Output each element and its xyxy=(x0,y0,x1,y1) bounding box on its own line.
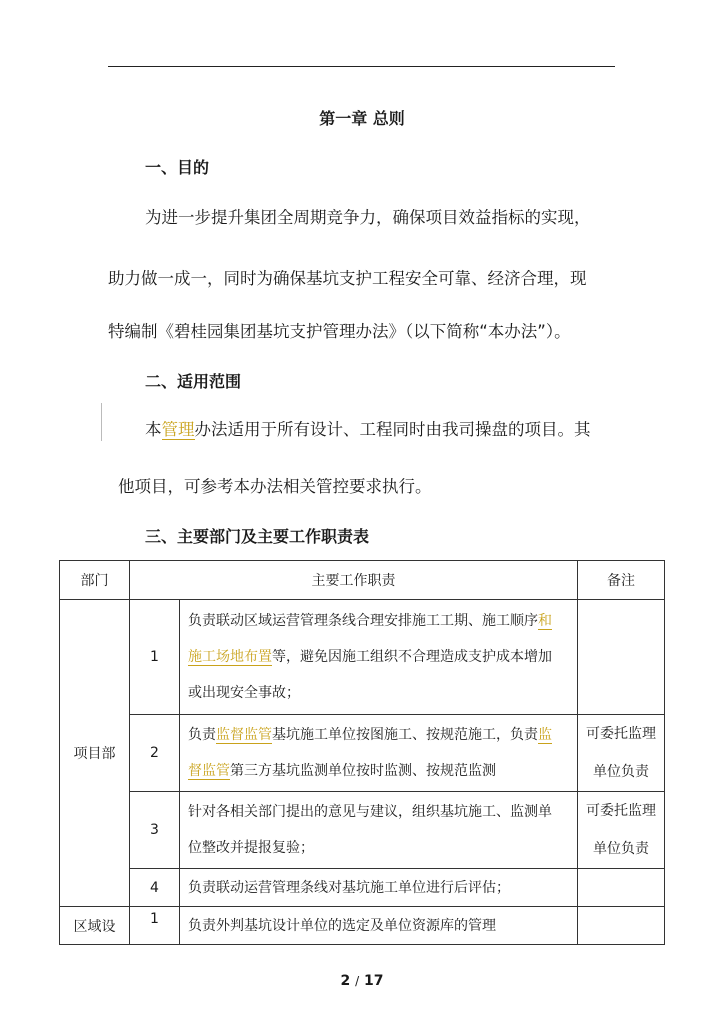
section-scope-heading: 二、适用范围 xyxy=(145,372,242,391)
dept-project: 项目部 xyxy=(60,600,130,907)
row-number: 1 xyxy=(130,907,180,945)
duty-cell: 负责联动运营管理条线对基坑施工单位进行后评估； xyxy=(180,869,578,907)
table-row xyxy=(60,715,665,792)
row-number: 3 xyxy=(130,792,180,869)
header-note: 备注 xyxy=(578,561,665,600)
section-duty-heading: 三、主要部门及主要工作职责表 xyxy=(145,527,370,546)
page-number: 2 / 17 xyxy=(340,973,384,989)
table-row xyxy=(60,792,665,869)
revision-margin-mark xyxy=(101,403,102,441)
table-row xyxy=(60,600,665,715)
row-number: 4 xyxy=(130,869,180,907)
header-rule xyxy=(108,66,615,67)
chapter-title: 第一章 总则 xyxy=(319,109,405,128)
dept-regional: 区域设 xyxy=(60,907,130,945)
purpose-line-2: 助力做一成一，同时为确保基坑支护工程安全可靠、经济合理，现 xyxy=(108,269,587,288)
note-cell xyxy=(578,869,665,907)
note-cell xyxy=(578,600,665,715)
scope-line-1: 本管理办法适用于所有设计、工程同时由我司操盘的项目。其 xyxy=(145,420,591,439)
duty-cell: 负责联动区域运营管理条线合理安排施工工期、施工顺序和 施工场地布置等，避免因施工组织不合理造成支护成本增加 或出现安全事故； xyxy=(180,600,578,715)
row-number: 1 xyxy=(130,600,180,715)
table-header-row xyxy=(60,561,665,600)
purpose-line-3: 特编制《碧桂园集团基坑支护管理办法》（以下简称“本办法”）。 xyxy=(108,322,571,341)
duty-table xyxy=(59,560,665,945)
duty-cell: 负责监督监管基坑施工单位按图施工、按规范施工，负责监 督监管第三方基坑监测单位按时监测、按规范监测 xyxy=(180,715,578,792)
row-number: 2 xyxy=(130,715,180,792)
table-row xyxy=(60,869,665,907)
purpose-line-1: 为进一步提升集团全周期竞争力，确保项目效益指标的实现， xyxy=(145,208,591,227)
note-cell: 可委托监理 单位负责 xyxy=(578,792,665,869)
duty-cell: 针对各相关部门提出的意见与建议，组织基坑施工、监测单 位整改并提报复验； xyxy=(180,792,578,869)
header-duty: 主要工作职责 xyxy=(130,561,578,600)
scope-line-2: 他项目，可参考本办法相关管控要求执行。 xyxy=(118,477,432,496)
note-cell xyxy=(578,907,665,945)
duty-cell: 负责外判基坑设计单位的选定及单位资源库的管理 xyxy=(180,907,578,945)
section-purpose-heading: 一、目的 xyxy=(145,158,210,177)
header-dept: 部门 xyxy=(60,561,130,600)
table-row xyxy=(60,907,665,945)
note-cell: 可委托监理 单位负责 xyxy=(578,715,665,792)
highlighted-term: 管理 xyxy=(161,420,195,439)
